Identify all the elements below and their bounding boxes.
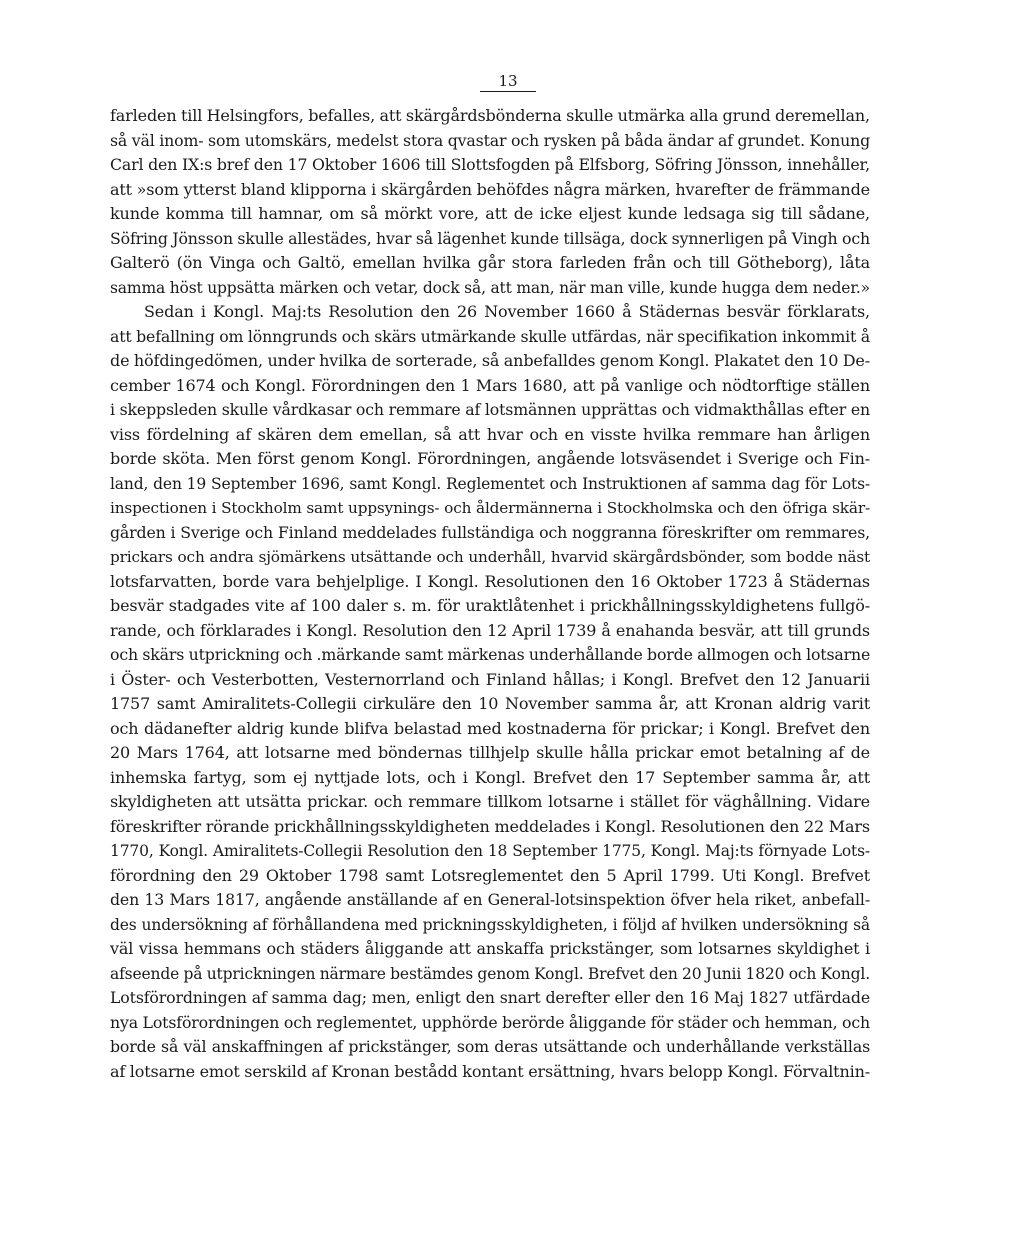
- text-line: 1770, Kongl. Amiralitets-Collegii Resolution den 18 September 1775, Kongl. Maj:ts förnyade Lots-: [110, 842, 870, 860]
- text-line: väl vissa hemmans och städers åliggande att anskaffa prickstänger, som lotsarnes skyldighet i: [110, 939, 870, 958]
- text-line: rande, och förklarades i Kongl. Resolution den 12 April 1739 å enahanda besvär, att till grunds: [110, 620, 870, 640]
- text-line: viss fördelning af skären dem emellan, så att hvar och en visste hvilka remmare han årligen: [110, 424, 870, 444]
- page-number: 13: [480, 72, 536, 92]
- text-line: att »som ytterst bland klipporna i skärgården behöfdes några märken, hvarefter de främmande: [110, 179, 870, 199]
- text-line: prickars och andra sjömärkens utsättande och underhåll, hvarvid skärgårdsbönder, som bodde näst: [110, 548, 870, 566]
- text-line: inhemska fartyg, som ej nyttjade lots, och i Kongl. Brefvet den 17 September samma år, att: [110, 767, 870, 787]
- text-line: och dädanefter aldrig kunde blifva belastad med kostnaderna för prickar; i Kongl. Brefvet den: [110, 718, 870, 738]
- text-line: nya Lotsförordningen och reglementet, upphörde berörde åliggande för städer och hemman, och: [110, 1012, 870, 1032]
- text-line: lotsfarvatten, borde vara behjelplige. I Kongl. Resolutionen den 16 Oktober 1723 å Städernas: [110, 571, 870, 591]
- text-line: borde sköta. Men först genom Kongl. Förordningen, angående lotsväsendet i Sverige och Fin-: [110, 449, 870, 468]
- text-line: farleden till Helsingfors, befalles, att skärgårdsbönderna skulle utmärka alla grund deremellan,: [110, 106, 870, 125]
- text-line: Carl den IX:s bref den 17 Oktober 1606 till Slottsfogden på Elfsborg, Söfring Jönsson, innehåller,: [110, 155, 870, 174]
- text-line: de höfdingedömen, under hvilka de sorterade, så anbefalldes genom Kongl. Plakatet den 10 De-: [110, 351, 870, 370]
- text-line: förordning den 29 Oktober 1798 samt Lotsreglementet den 5 April 1799. Uti Kongl. Brefvet: [110, 865, 870, 885]
- text-line: att befallning om lönngrunds och skärs utmärkande skulle utfärdas, när specifikation inkommit å: [110, 326, 870, 346]
- text-line: gården i Sverige och Finland meddelades fullständiga och noggranna föreskrifter om remmares,: [110, 522, 870, 542]
- text-line: borde så väl anskaffningen af prickstänger, som deras utsättande och underhållande verkställas: [110, 1037, 870, 1056]
- text-line: samma höst uppsätta märken och vetar, dock så, att man, när man ville, kunde hugga dem neder.»: [110, 278, 870, 297]
- text-line: af lotsarne emot serskild af Kronan bestådd kontant ersättning, hvars belopp Kongl. Förvaltnin-: [110, 1061, 870, 1081]
- text-line: skyldigheten att utsätta prickar. och remmare tillkom lotsarne i stället för väghållning. Vidare: [110, 792, 870, 811]
- text-line: des undersökning af förhållandena med prickningsskyldigheten, i följd af hvilken undersökning så: [110, 915, 870, 934]
- text-line: cember 1674 och Kongl. Förordningen den 1 Mars 1680, att på vanlige och nödtorftige ställen: [110, 375, 870, 395]
- text-line: 20 Mars 1764, att lotsarne med böndernas tillhjelp skulle hålla prickar emot betalning af de: [110, 743, 870, 762]
- body-text: [110, 104, 870, 1084]
- text-line: Galterö (ön Vinga och Galtö, emellan hvilka går stora farleden från och till Götheborg), låta: [110, 253, 870, 272]
- text-line: inspectionen i Stockholm samt uppsynings- och åldermännerna i Stockholmska och den öfriga skär-: [110, 499, 870, 517]
- text-line: kunde komma till hamnar, om så mörkt vore, att de icke eljest kunde ledsaga sig till sådane,: [110, 204, 870, 223]
- text-line-paragraph-start: Sedan i Kongl. Maj:ts Resolution den 26 November 1660 å Städernas besvär förklarats,: [144, 302, 870, 321]
- text-line: Söfring Jönsson skulle allestädes, hvar så lägenhet kunde tillsäga, dock synnerligen på Vingh och: [110, 228, 870, 248]
- text-line: den 13 Mars 1817, angående anställande af en General-lotsinspektion öfver hela riket, anbefall-: [110, 890, 870, 909]
- text-line: Lotsförordningen af samma dag; men, enligt den snart derefter eller den 16 Maj 1827 utfärdade: [110, 988, 870, 1007]
- text-line: så väl inom- som utomskärs, medelst stora qvastar och rysken på båda ändar af grundet. Konung: [110, 130, 870, 150]
- text-line: och skärs utprickning och .märkande samt märkenas underhållande borde allmogen och lotsarne: [110, 645, 870, 664]
- text-line: afseende på utprickningen närmare bestämdes genom Kongl. Brefvet den 20 Junii 1820 och Kongl.: [110, 964, 870, 983]
- text-line: besvär stadgades vite af 100 daler s. m. för uraktlåtenhet i prickhållningsskyldighetens fullgö-: [110, 596, 870, 615]
- text-line: föreskrifter rörande prickhållningsskyldigheten meddelades i Kongl. Resolutionen den 22 Mars: [110, 816, 870, 836]
- text-line: i skeppsleden skulle vårdkasar och remmare af lotsmännen upprättas och vidmakthållas efter en: [110, 400, 870, 419]
- text-line: land, den 19 September 1696, samt Kongl. Reglementet och Instruktionen af samma dag för Lots-: [110, 474, 870, 493]
- text-line: i Öster- och Vesterbotten, Vesternorrland och Finland hållas; i Kongl. Brefvet den 12 Januarii: [110, 669, 870, 689]
- text-line: 1757 samt Amiralitets-Collegii cirkuläre den 10 November samma år, att Kronan aldrig varit: [110, 694, 870, 713]
